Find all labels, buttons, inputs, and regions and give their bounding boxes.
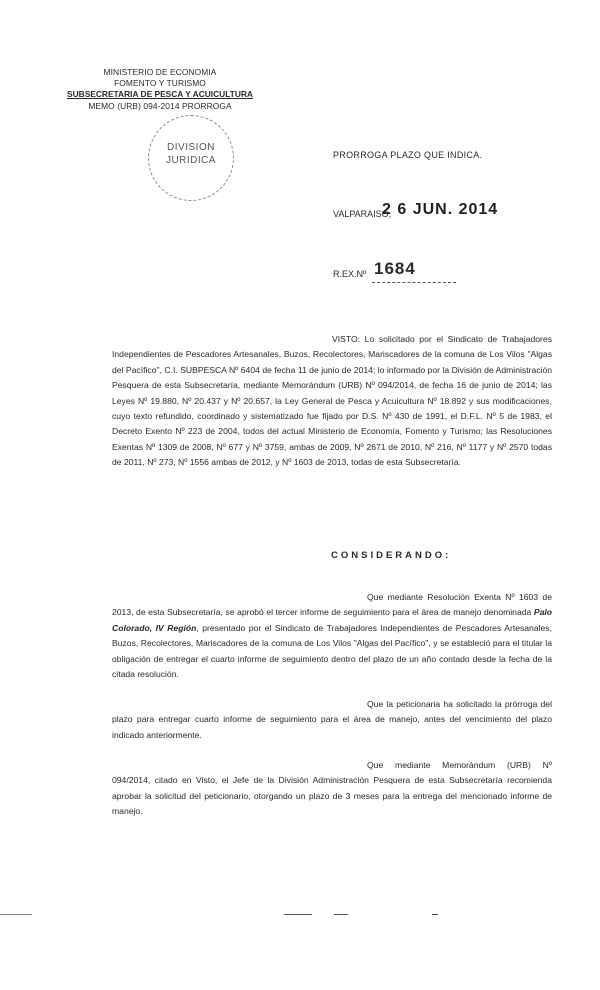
considerando-1-text-a: Que mediante Resolución Exenta Nº 1603 de 2013, de esta Subsecretaría, se aprobó el tercer informe de seguimiento para el área de manejo denominada xyxy=(112,592,552,618)
considerando-1-text-b: , presentado por el Sindicato de Trabajadores Independientes de Pescadores Artesanales, Buzos, Recolectores, Mariscadores de la comuna de Los Vilos "Algas del Pacífico", y se estableció para el titular la obligación de entregar el cuarto informe de seguimiento dentro del plazo de un año contado desde la fecha de la citada resolución. xyxy=(112,622,552,680)
stamp-line-1: DIVISION xyxy=(167,142,215,153)
considerando-1-emphasis: Palo Colorado, IV Región xyxy=(112,607,552,633)
scan-mark-1 xyxy=(284,914,312,915)
considerando-2-text: Que la peticionaria ha solicitado la prórroga del plazo para entregar cuarto informe de seguimiento para el área de manejo, antes del vencimiento del plazo indicado anteriormente. xyxy=(112,699,552,740)
ministry-line-2: FOMENTO Y TURISMO xyxy=(114,78,206,88)
considerando-heading: CONSIDERANDO: xyxy=(331,550,452,561)
visto-lead: VISTO: xyxy=(332,334,361,344)
considerando-2 xyxy=(112,697,552,743)
ministry-line-1: MINISTERIO DE ECONOMIA xyxy=(103,67,217,77)
considerando-3 xyxy=(112,758,552,820)
division-juridica-stamp xyxy=(148,115,234,201)
resolution-number: 1684 xyxy=(374,259,416,278)
scan-mark-left xyxy=(0,914,32,915)
place-label: VALPARAISO, xyxy=(333,209,392,219)
visto-text: Lo solicitado por el Sindicato de Trabajadores Independientes de Pescadores Artesanales, Buzos, Recolectores, Mariscadores de la comuna de Los Vilos "Algas del Pacífico", C.I. SUBPESCA Nº 6404 de fecha 11 de junio de 2014; lo informado por la División de Administración Pesquera de esta Subsecretaría, mediante Memorándum (URB) Nº 094/2014, de fecha 16 de junio de 2014; las Leyes Nº 19.880, Nº 20.437 y Nº 20.657, la Ley General de Pesca y Acuicultura Nº 18.892 y sus modificaciones, cuyo texto refundido, coordinado y sistematizado fue fijado por D.S. Nº 430 de 1991, el D.F.L. Nº 5 de 1983, el Decreto Exento Nº 223 de 2004, todos del actual Ministerio de Economía, Fomento y Turismo; las Resoluciones Exentas Nº 1309 de 2008, Nº 677 y Nº 3759, ambas de 2009, Nº 2671 de 2010, Nº 216, Nº 1177 y Nº 2570 todas de 2011, Nº 273, Nº 1556 ambas de 2012, y Nº 1603 de 2013, todas de esta Subsecretaría. xyxy=(112,334,552,468)
subsecretaria-title: SUBSECRETARIA DE PESCA Y ACUICULTURA xyxy=(67,89,253,99)
memo-reference: MEMO (URB) 094-2014 PRORROGA xyxy=(88,101,232,111)
considerando-1 xyxy=(112,590,552,682)
date-stamp: 2 6 JUN. 2014 xyxy=(382,201,499,218)
scan-mark-3 xyxy=(432,914,438,915)
scan-mark-2 xyxy=(334,914,348,915)
stamp-line-2: JURIDICA xyxy=(165,155,217,166)
subject-line: PRORROGA PLAZO QUE INDICA. xyxy=(333,150,483,160)
considerando-3-text: Que mediante Memorándum (URB) Nº 094/2014, citado en Visto, el Jefe de la División Administración Pesquera de esta Subsecretaría recomienda aprobar la solicitud del peticionario, otorgando un plazo de 3 meses para la entrega del mencionado informe de manejo. xyxy=(112,760,552,817)
resolution-label: R.EX.Nº xyxy=(333,269,367,279)
visto-paragraph xyxy=(112,332,552,471)
resolution-underline xyxy=(372,282,456,283)
